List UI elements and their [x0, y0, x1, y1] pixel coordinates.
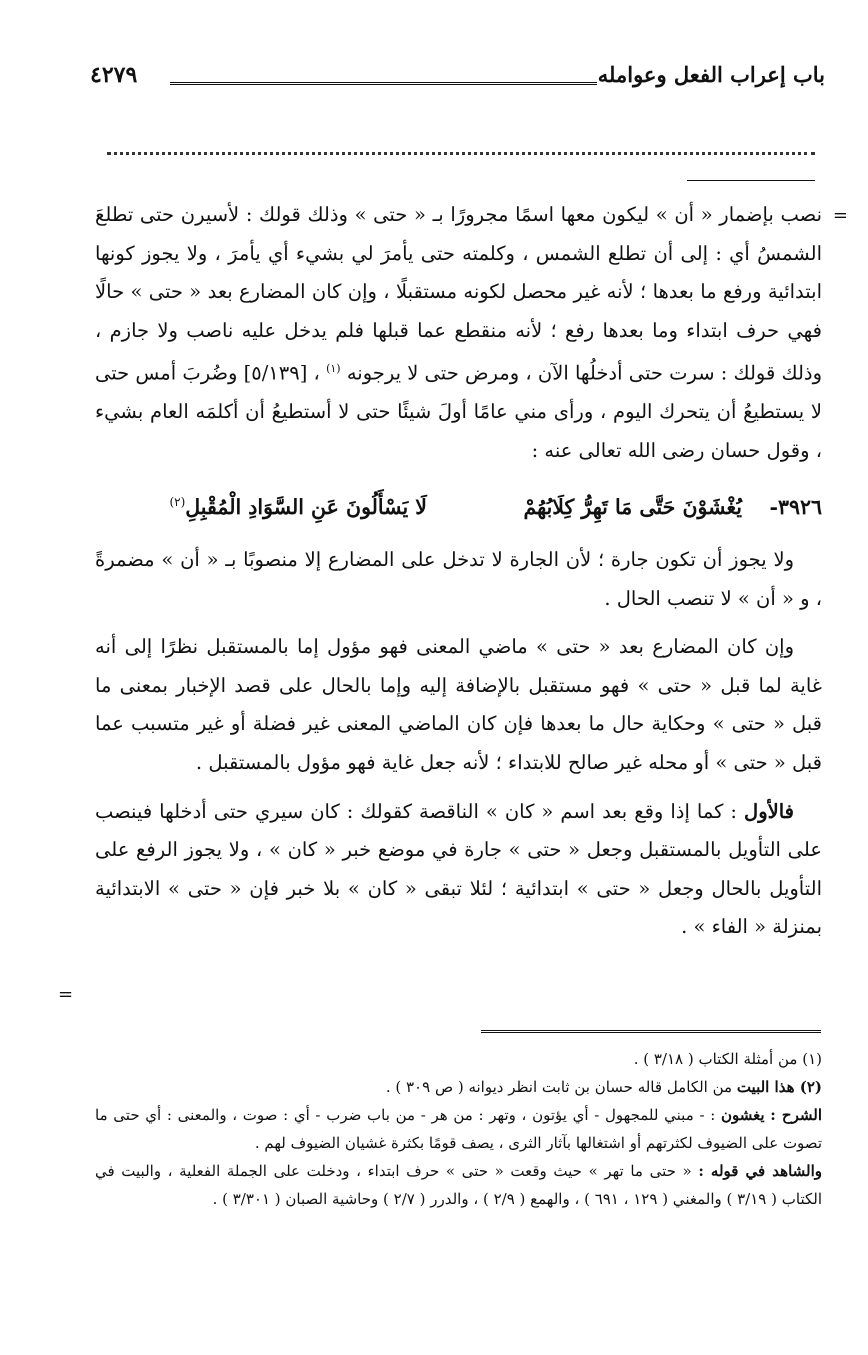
paragraph: [95, 793, 822, 947]
page-header: [90, 62, 825, 102]
shahid-lead: والشاهد في قوله :: [698, 1162, 822, 1180]
sharh-lead: الشرح :: [770, 1106, 822, 1124]
paragraph: وإن كان المضارع بعد « حتى » ماضي المعنى فهو مؤول إما بالمستقبل نظرًا إلى أنه غاية لما قبل « حتى » فهو مستقبل بالإضافة إليه وإما بالحال على قصد الإخبار بمعنى ما قبل « حتى » وحكاية حال ما بعدها فإن كان الماضي المعنى غير فضلة أو غير متسبب عما قبل « حتى » أو محله غير صالح للابتداء ؛ لأنه جعل غاية فهو مؤول بالمستقبل .: [95, 635, 822, 774]
footnote-text: من الكامل قاله حسان بن ثابت انظر ديوانه ( ص ٣٠٩ ) .: [385, 1078, 733, 1096]
continuation-mark-start: =: [832, 205, 848, 226]
hemistich-text: لَا يَسْأَلُونَ عَنِ السَّوَادِ الْمُقْبِلِ: [185, 495, 427, 519]
main-text-block-1: [95, 196, 822, 471]
verse-hemistich-1: يُغْشَوْنَ حَتَّى مَا تَهِرُّ كِلَابُهُمْ: [523, 495, 742, 519]
footnote-ref: (٢): [169, 495, 186, 510]
verse-hemistich-2: [169, 495, 427, 519]
footnote-2: [95, 1073, 822, 1101]
footnote-separator: [481, 1030, 821, 1036]
verse-number: ٣٩٢٦-: [769, 495, 822, 519]
paragraph: [95, 196, 822, 471]
footnote-ref: (١): [326, 362, 341, 376]
poetry-verse: [95, 495, 822, 535]
chapter-title: باب إعراب الفعل وعوامله: [597, 62, 825, 87]
footnote-shahid: [95, 1157, 822, 1213]
paragraph-text: : كما إذا وقع بعد اسم « كان » الناقصة كقولك : كان سيري حتى أدخلها فينصب على التأويل بالمستقبل وجعل « حتى » جارة في موضع خبر « كان » ، ولا يجوز الرفع على التأويل بالحال وجعل « حتى » ابتدائية ؛ لئلا تبقى « كان » بلا خبر فإن « حتى » الابتدائية بمنزلة « الفاء » .: [95, 799, 822, 939]
dotted-separator: [107, 140, 815, 155]
page-number: ٤٢٧٩: [90, 62, 138, 88]
sharh-text: : - مبني للمجهول - أي يؤتون ، وتهر : من هر - من باب ضرب - أي : صوت ، والمعنى : أي حتى ما تصوت على الضيوف لكثرتهم أو اشتغالها بآثار الثرى ، يصف قومًا بكثرة غشيان الضيوف لهم .: [95, 1106, 822, 1152]
continuation-rule: [687, 180, 815, 181]
shahid-text: « حتى ما تهر » حيث وقعت « حتى » حرف ابتداء ، ودخلت على الجملة الفعلية ، والبيت في الكتاب ( ٣/١٩ ) والمغني ( ١٢٩ ، ٦٩١ ) ، والهمع ( ٢/٩ ) ، والدرر ( ٢/٧ ) وحاشية الصبان ( ٣/٣٠١ ) .: [95, 1162, 822, 1208]
footnotes: [95, 1045, 822, 1213]
footnote-lead: (٢) هذا البيت: [736, 1078, 822, 1096]
paragraph-lead: فالأول: [744, 799, 794, 823]
paragraph: ولا يجوز أن تكون جارة ؛ لأن الجارة لا تدخل على المضارع إلا منصوبًا بـ « أن » مضمرةً ، و « أن » لا تنصب الحال .: [95, 548, 822, 610]
footnote-1: (١) من أمثلة الكتاب ( ٣/١٨ ) .: [633, 1050, 822, 1068]
sharh-word: يغشون: [720, 1106, 765, 1124]
continuation-mark-end: =: [58, 984, 74, 1005]
header-rule: [170, 82, 597, 88]
paragraph-text: نصب بإضمار « أن » ليكون معها اسمًا مجرورًا بـ « حتى » وذلك قولك : لأسيرن حتى تطلعَ الشمسُ أي : إلى أن تطلع الشمس ، وكلمته حتى يأمرَ لي بشيء أي يأمرَ ، ولا يجوز كونها ابتدائية ورفع ما بعدها ؛ لأنه غير محصل لكونه مستقبلًا ، وإن كان المضارع بعد « حتى » حالًا فهي حرف ابتداء وما بعدها رفع ؛ لأنه منقطع عما قبلها فلم يدخل عليه ناصب ولا جازم ، وذلك قولك : سرت حتى أدخلُها الآن ، ومرض حتى لا يرجونه: [95, 203, 823, 385]
footnote-sharh: [95, 1101, 822, 1157]
main-text-block-2: [95, 541, 822, 947]
paragraph-text: ، [٥/١٣٩] وضُربَ أمس حتى لا يستطيعُ أن يتحرك اليوم ، ورأى مني عامًا أولَ شيئًا حتى لا أستطيعُ أن أكلمَه العام بشيء ، وقول حسان رضى الله تعالى عنه :: [95, 361, 822, 463]
